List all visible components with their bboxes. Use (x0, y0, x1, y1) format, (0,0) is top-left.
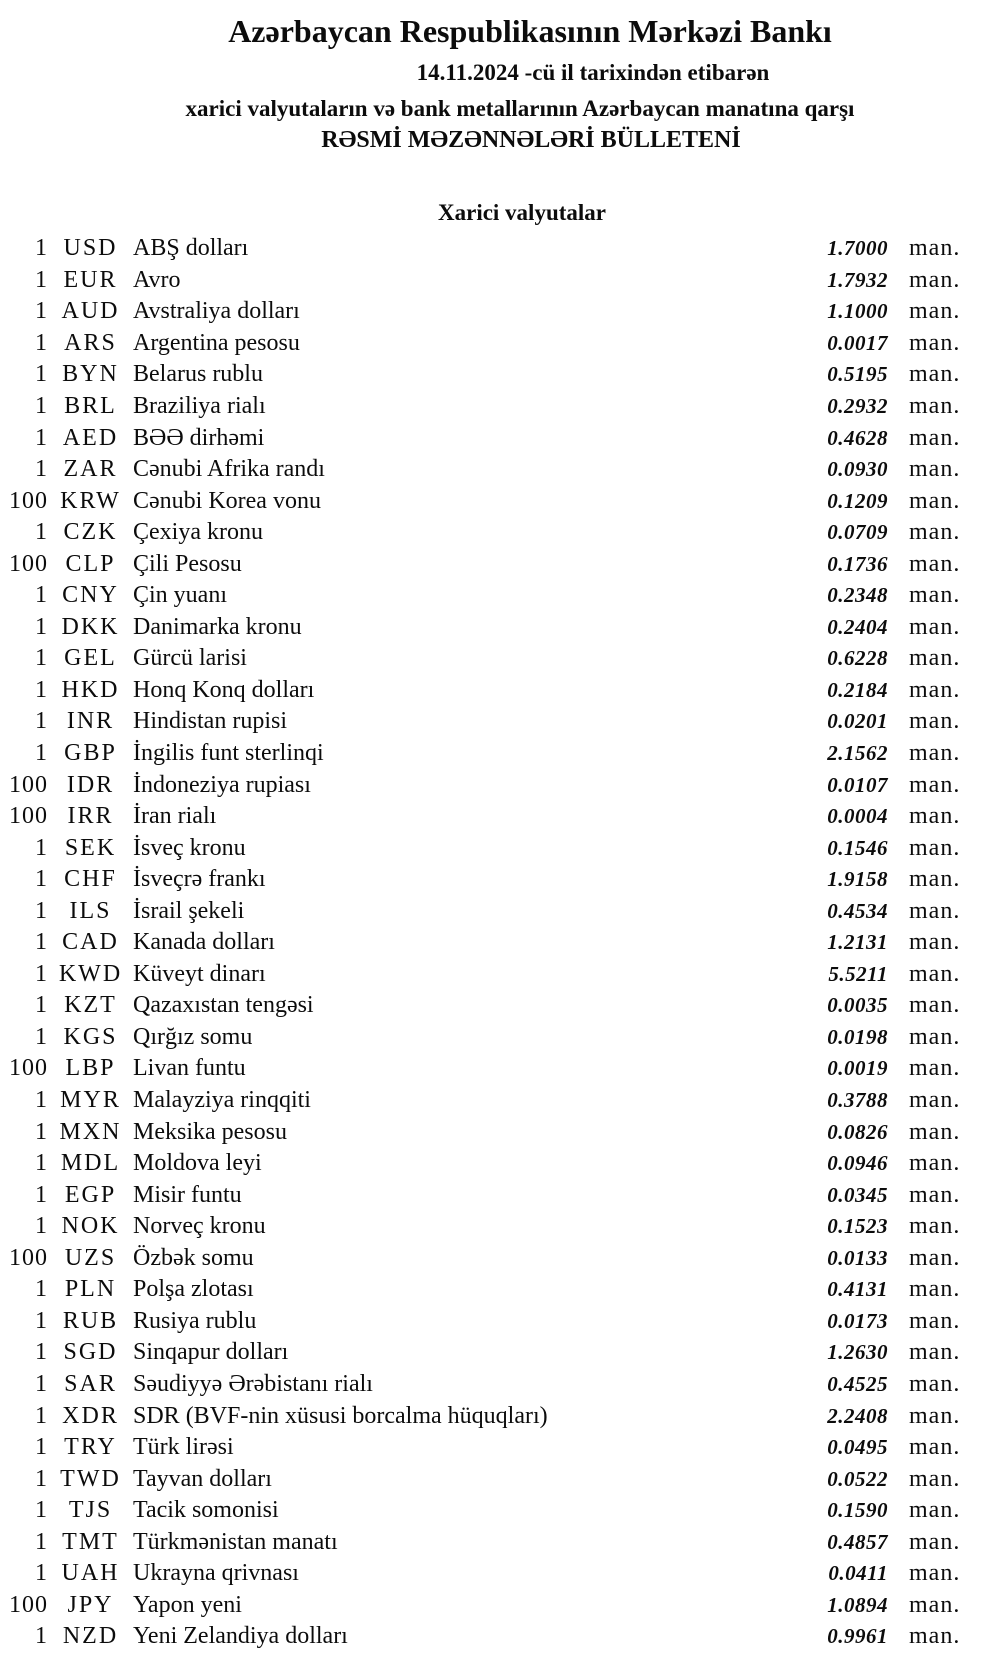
currency-name: Çin yuanı (133, 582, 227, 609)
rate-unit: man. (909, 266, 961, 293)
rate-row (0, 328, 967, 360)
rate-unit: man. (909, 519, 961, 546)
rate-value: 1.7932 (827, 267, 888, 292)
currency-code: GEL (64, 645, 117, 672)
currency-name: Argentina pesosu (133, 329, 300, 356)
currency-name: İsveç kronu (133, 834, 246, 861)
rate-row (0, 580, 967, 612)
currency-code: GBP (64, 740, 117, 767)
currency-name: Norveç kronu (133, 1213, 266, 1240)
rate-unit: man. (909, 1497, 961, 1524)
currency-quantity: 1 (35, 960, 48, 987)
rate-unit: man. (909, 676, 961, 703)
rate-row (0, 675, 967, 707)
currency-name: Meksika pesosu (133, 1118, 287, 1145)
currency-code: CAD (62, 929, 119, 956)
rate-value: 0.0019 (827, 1056, 888, 1081)
currency-name: Misir funtu (133, 1181, 242, 1208)
rate-row (0, 1211, 967, 1243)
rate-row (0, 1432, 967, 1464)
bulletin-title: RƏSMİ MƏZƏNNƏLƏRİ BÜLLETENİ (321, 127, 741, 153)
rate-row (0, 1495, 967, 1527)
currency-name: Avstraliya dolları (133, 298, 300, 325)
rate-value: 1.2630 (827, 1340, 888, 1365)
rate-row (0, 769, 967, 801)
rate-row (0, 927, 967, 959)
rate-unit: man. (909, 1591, 961, 1618)
rate-value: 0.0930 (827, 457, 888, 482)
rate-unit: man. (909, 1307, 961, 1334)
rate-row (0, 233, 967, 265)
rate-row (0, 738, 967, 770)
rate-row (0, 359, 967, 391)
rate-unit: man. (909, 1118, 961, 1145)
currency-name: Ukrayna qrivnası (133, 1560, 299, 1587)
rate-unit: man. (909, 487, 961, 514)
currency-quantity: 1 (35, 1339, 48, 1366)
currency-quantity: 1 (35, 582, 48, 609)
rate-row (0, 1590, 967, 1622)
currency-code: SEK (64, 834, 117, 861)
currency-code: TWD (60, 1465, 121, 1492)
rate-unit: man. (909, 1370, 961, 1397)
rate-value: 0.1590 (827, 1498, 888, 1523)
currency-name: Cənubi Korea vonu (133, 487, 321, 514)
section-title-foreign-currencies: Xarici valyutalar (438, 200, 606, 225)
currency-quantity: 1 (35, 866, 48, 893)
rate-value: 0.0017 (827, 330, 888, 355)
currency-code: NOK (61, 1213, 120, 1240)
rate-row (0, 1243, 967, 1275)
currency-quantity: 1 (35, 1370, 48, 1397)
currency-code: MXN (59, 1118, 122, 1145)
currency-code: INR (66, 708, 115, 735)
rate-unit: man. (909, 1055, 961, 1082)
currency-name: Çili Pesosu (133, 550, 242, 577)
rate-unit: man. (909, 960, 961, 987)
rate-unit: man. (909, 329, 961, 356)
currency-quantity: 1 (35, 1307, 48, 1334)
currency-code: AUD (61, 298, 120, 325)
rate-row (0, 612, 967, 644)
currency-code: IDR (66, 771, 115, 798)
currency-name: Braziliya rialı (133, 393, 266, 419)
currency-quantity: 1 (35, 266, 48, 293)
currency-quantity: 100 (9, 487, 48, 514)
currency-name: Türk lirəsi (133, 1434, 234, 1461)
rate-unit: man. (909, 1023, 961, 1050)
currency-code: CZK (63, 519, 118, 546)
rate-row (0, 1526, 967, 1558)
page-title: Azərbaycan Respublikasının Mərkəzi Bankı (228, 13, 832, 49)
rate-value: 0.4857 (827, 1529, 888, 1554)
currency-quantity: 1 (35, 329, 48, 356)
currency-quantity: 1 (35, 1528, 48, 1555)
rate-value: 0.4525 (827, 1371, 888, 1396)
currency-code: UAH (61, 1560, 120, 1587)
currency-quantity: 1 (35, 1434, 48, 1461)
rate-unit: man. (909, 929, 961, 956)
currency-name: Belarus rublu (133, 361, 263, 388)
rate-row (0, 1179, 967, 1211)
rate-value: 0.3788 (827, 1088, 888, 1113)
rate-unit: man. (909, 866, 961, 893)
rate-row (0, 517, 967, 549)
rate-row (0, 706, 967, 738)
rate-row (0, 895, 967, 927)
rate-unit: man. (909, 456, 961, 483)
currency-name: Hindistan rupisi (133, 708, 287, 735)
rate-unit: man. (909, 235, 961, 262)
currency-code: CHF (64, 866, 117, 893)
rate-row (0, 296, 967, 328)
currency-quantity: 1 (35, 1497, 48, 1524)
currency-name: İran rialı (133, 803, 217, 830)
rate-row (0, 864, 967, 896)
rate-unit: man. (909, 708, 961, 735)
currency-quantity: 1 (35, 929, 48, 956)
currency-code: AED (62, 424, 119, 451)
rate-value: 5.5211 (828, 961, 888, 986)
rate-unit: man. (909, 771, 961, 798)
rate-unit: man. (909, 992, 961, 1019)
currency-code: MDL (60, 1150, 121, 1177)
currency-code: ILS (69, 897, 112, 924)
currency-name: Rusiya rublu (133, 1307, 257, 1334)
rate-value: 0.0004 (827, 804, 888, 829)
currency-name: SDR (BVF-nin xüsusi borcalma hüquqları) (133, 1402, 548, 1429)
rate-row (0, 1085, 967, 1117)
rate-value: 0.0522 (827, 1466, 888, 1491)
currency-code: USD (63, 235, 118, 262)
rate-value: 1.9158 (827, 867, 888, 892)
currency-name: Qazaxıstan tengəsi (133, 992, 314, 1019)
currency-name: Polşa zlotası (133, 1276, 254, 1303)
rate-value: 0.0107 (827, 772, 888, 797)
rate-value: 0.2404 (827, 614, 888, 639)
currency-name: Tacik somonisi (133, 1497, 279, 1524)
currency-quantity: 100 (9, 771, 48, 798)
currency-name: Küveyt dinarı (133, 960, 266, 987)
currency-quantity: 1 (35, 676, 48, 703)
currency-code: PLN (64, 1276, 117, 1303)
currency-code: EGP (64, 1181, 117, 1208)
currency-name: Çexiya kronu (133, 519, 263, 546)
currency-code: ARS (64, 329, 117, 356)
currency-code: RUB (62, 1307, 119, 1334)
currency-name: Danimarka kronu (133, 613, 302, 640)
rate-value: 0.2184 (827, 677, 888, 702)
rate-value: 0.4131 (827, 1277, 888, 1302)
currency-name: İsveçrə frankı (133, 866, 266, 893)
currency-quantity: 1 (35, 1213, 48, 1240)
rate-unit: man. (909, 1087, 961, 1114)
rate-value: 1.1000 (827, 299, 888, 324)
currency-name: Kanada dolları (133, 929, 275, 956)
rate-value: 0.0411 (828, 1561, 888, 1586)
rate-row (0, 454, 967, 486)
rate-value: 0.0709 (827, 520, 888, 545)
rate-row (0, 832, 967, 864)
rate-value: 0.2932 (827, 394, 888, 418)
currency-quantity: 1 (35, 456, 48, 483)
rate-unit: man. (909, 1150, 961, 1177)
currency-code: ZAR (63, 456, 118, 483)
currency-code: JPY (67, 1591, 114, 1618)
rate-row (0, 265, 967, 297)
rate-value: 0.0946 (827, 1151, 888, 1176)
currency-quantity: 1 (35, 1560, 48, 1587)
rate-value: 0.4628 (827, 425, 888, 450)
rate-unit: man. (909, 645, 961, 672)
rate-unit: man. (909, 1623, 961, 1650)
rate-unit: man. (909, 834, 961, 861)
currency-code: BYN (62, 361, 119, 388)
currency-code: DKK (61, 613, 120, 640)
rate-row (0, 391, 967, 423)
currency-name: Livan funtu (133, 1055, 246, 1082)
rate-unit: man. (909, 582, 961, 609)
rate-row (0, 959, 967, 991)
currency-name: Qırğız somu (133, 1023, 253, 1050)
rate-row (0, 1274, 967, 1306)
currency-quantity: 1 (35, 992, 48, 1019)
rate-row (0, 1463, 967, 1495)
rate-value: 0.1546 (827, 835, 888, 860)
currency-name: Sinqapur dolları (133, 1339, 289, 1366)
currency-code: TJS (68, 1497, 113, 1524)
currency-quantity: 1 (35, 298, 48, 325)
currency-quantity: 100 (9, 1591, 48, 1618)
rate-unit: man. (909, 1560, 961, 1587)
currency-name: İndoneziya rupiası (133, 771, 311, 798)
rate-unit: man. (909, 1402, 961, 1429)
currency-name: Avro (133, 266, 181, 293)
rate-value: 2.2408 (827, 1403, 888, 1428)
currency-quantity: 100 (9, 803, 48, 830)
currency-quantity: 1 (35, 424, 48, 451)
rate-unit: man. (909, 897, 961, 924)
bulletin-subtitle: xarici valyutaların və bank metallarının Azərbaycan manatına qarşı (185, 96, 855, 121)
rate-value: 0.0826 (827, 1119, 888, 1144)
currency-code: KGS (63, 1023, 118, 1050)
currency-quantity: 100 (9, 1244, 48, 1271)
currency-name: Honq Konq dolları (133, 676, 315, 703)
currency-quantity: 100 (9, 1055, 48, 1082)
currency-quantity: 1 (35, 708, 48, 735)
currency-quantity: 1 (35, 613, 48, 640)
currency-name: Türkmənistan manatı (133, 1528, 338, 1555)
currency-quantity: 1 (35, 393, 48, 419)
rate-value: 0.9961 (827, 1624, 888, 1649)
rate-unit: man. (909, 803, 961, 830)
currency-name: Yapon yeni (133, 1591, 242, 1618)
rate-row (0, 643, 967, 675)
currency-quantity: 1 (35, 897, 48, 924)
rate-value: 0.1523 (827, 1214, 888, 1239)
currency-code: KZT (64, 992, 117, 1019)
currency-name: Özbək somu (133, 1244, 254, 1271)
rate-value: 0.4534 (827, 898, 888, 923)
rate-unit: man. (909, 1528, 961, 1555)
effective-date-line: 14.11.2024 -cü il tarixindən etibarən (416, 60, 770, 85)
currency-quantity: 1 (35, 519, 48, 546)
rate-unit: man. (909, 361, 961, 388)
currency-quantity: 1 (35, 645, 48, 672)
currency-name: İngilis funt sterlinqi (133, 740, 324, 767)
rate-value: 0.6228 (827, 646, 888, 671)
currency-quantity: 1 (35, 1181, 48, 1208)
currency-quantity: 1 (35, 1402, 48, 1429)
rate-row (0, 1306, 967, 1338)
rate-unit: man. (909, 1181, 961, 1208)
rate-unit: man. (909, 1213, 961, 1240)
rate-row (0, 1337, 967, 1369)
rate-row (0, 1369, 967, 1401)
rate-value: 0.0173 (827, 1308, 888, 1333)
currency-quantity: 1 (35, 361, 48, 388)
rate-unit: man. (909, 1276, 961, 1303)
rate-row (0, 485, 967, 517)
rate-row (0, 1022, 967, 1054)
rate-value: 0.1736 (827, 551, 888, 576)
rate-value: 0.0495 (827, 1435, 888, 1460)
rate-row (0, 422, 967, 454)
rate-value: 1.7000 (827, 236, 888, 261)
currency-quantity: 1 (35, 1087, 48, 1114)
rate-row (0, 1053, 967, 1085)
currency-code: CNY (62, 582, 119, 609)
currency-code: TRY (64, 1434, 117, 1461)
currency-code: BRL (64, 393, 117, 419)
currency-quantity: 1 (35, 1023, 48, 1050)
rate-value: 1.0894 (827, 1592, 888, 1617)
currency-code: MYR (60, 1087, 121, 1114)
currency-code: HKD (61, 676, 120, 703)
rate-value: 0.0035 (827, 993, 888, 1018)
rate-row (0, 1116, 967, 1148)
currency-quantity: 1 (35, 834, 48, 861)
rate-row (0, 548, 967, 580)
currency-name: ABŞ dolları (133, 235, 249, 262)
currency-name: Cənubi Afrika randı (133, 456, 325, 483)
rate-unit: man. (909, 1434, 961, 1461)
rate-row (0, 990, 967, 1022)
currency-code: LBP (65, 1055, 116, 1082)
currency-name: Yeni Zelandiya dolları (133, 1623, 348, 1650)
rate-value: 0.2348 (827, 583, 888, 608)
currency-name: Gürcü larisi (133, 645, 247, 672)
rate-row (0, 1148, 967, 1180)
rate-unit: man. (909, 424, 961, 451)
currency-name: Malayziya rinqqiti (133, 1087, 311, 1114)
currency-quantity: 1 (35, 740, 48, 767)
rate-value: 0.1209 (827, 488, 888, 513)
rate-value: 0.0345 (827, 1182, 888, 1207)
currency-quantity: 1 (35, 1465, 48, 1492)
currency-code: TMT (62, 1528, 119, 1555)
rate-unit: man. (909, 298, 961, 325)
currency-code: EUR (63, 266, 118, 293)
currency-name: Tayvan dolları (133, 1465, 272, 1492)
currency-quantity: 1 (35, 1150, 48, 1177)
rate-unit: man. (909, 393, 961, 419)
currency-code: KRW (60, 487, 121, 514)
currency-name: İsrail şekeli (133, 897, 245, 924)
currency-quantity: 1 (35, 1623, 48, 1650)
rate-value: 0.0198 (827, 1024, 888, 1049)
currency-code: XDR (62, 1402, 119, 1429)
currency-code: UZS (64, 1244, 117, 1271)
currency-quantity: 1 (35, 1118, 48, 1145)
currency-quantity: 100 (9, 550, 48, 577)
rate-row (0, 1558, 967, 1590)
rate-row (0, 801, 967, 833)
currency-code: IRR (67, 803, 114, 830)
currency-code: SGD (63, 1339, 118, 1366)
rate-unit: man. (909, 1244, 961, 1271)
currency-quantity: 1 (35, 1276, 48, 1303)
currency-name: BƏƏ dirhəmi (133, 424, 265, 451)
rate-value: 0.5195 (827, 362, 888, 387)
rate-unit: man. (909, 1339, 961, 1366)
rate-unit: man. (909, 613, 961, 640)
currency-name: Moldova leyi (133, 1150, 262, 1177)
currency-code: CLP (65, 550, 116, 577)
currency-code: KWD (58, 960, 123, 987)
rate-value: 0.0133 (827, 1245, 888, 1270)
rate-unit: man. (909, 1465, 961, 1492)
rate-value: 1.2131 (827, 930, 888, 955)
rate-row (0, 1400, 967, 1432)
currency-quantity: 1 (35, 235, 48, 262)
rates-table (0, 233, 1000, 1653)
currency-code: SAR (64, 1370, 117, 1397)
currency-name: Səudiyyə Ərəbistanı rialı (133, 1370, 373, 1397)
rate-value: 0.0201 (827, 709, 888, 734)
currency-code: NZD (62, 1623, 119, 1650)
rate-unit: man. (909, 550, 961, 577)
rate-value: 2.1562 (827, 741, 888, 766)
rate-row (0, 1621, 967, 1653)
rate-unit: man. (909, 740, 961, 767)
